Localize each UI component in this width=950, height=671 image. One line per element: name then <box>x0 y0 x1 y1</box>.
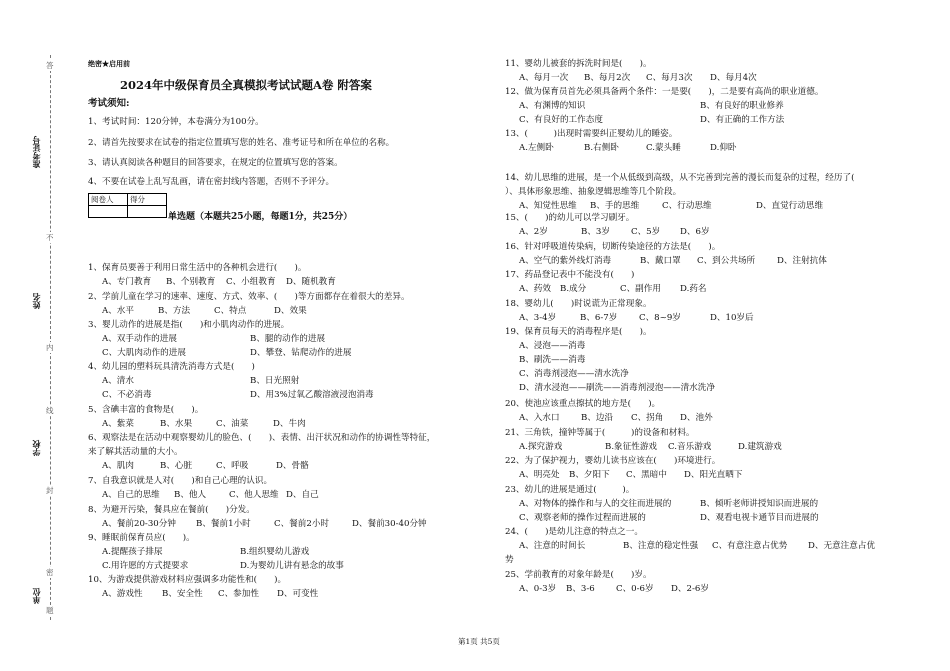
answer-option: A、餐前20-30分钟 <box>102 519 176 529</box>
answer-option: D、餐前30-40分钟 <box>352 519 427 529</box>
answer-option: C、呼吸 <box>216 461 249 471</box>
answer-option: B、手的思维 <box>590 201 640 211</box>
answer-option: D、攀登、钻爬动作的进展 <box>250 348 352 358</box>
answer-option: C、8~9岁 <box>639 313 681 323</box>
answer-option: D.为婴幼儿讲有悬念的故事 <box>240 561 344 571</box>
answer-option: C、拐角 <box>631 413 664 423</box>
question-text: 24、( )是幼儿注意的特点之一。 <box>505 527 643 537</box>
answer-option: B、安全性 <box>162 589 203 599</box>
margin-label-school: 学校 <box>31 440 41 456</box>
question-text: 2、学前儿童在学习的速率、速度、方式、效率、( )等方面都存在着很大的差异。 <box>88 292 410 302</box>
answer-option: C、有意注意占优势 <box>712 541 788 551</box>
answer-option: B、每月2次 <box>584 73 631 83</box>
answer-option: A、双手动作的进展 <box>102 334 177 344</box>
answer-option: D、清水浸泡——刷洗——消毒剂浸泡——清水洗净 <box>519 383 715 393</box>
answer-option: D.仰卧 <box>710 143 737 153</box>
question-text: 16、针对呼吸道传染病，切断传染途径的方法是( )。 <box>505 242 721 252</box>
answer-option: C、特点 <box>214 306 247 316</box>
answer-option: A、自己的思维 <box>102 490 160 500</box>
answer-option: C、有良好的工作态度 <box>519 115 603 125</box>
answer-option: D、池外 <box>680 413 713 423</box>
question-text: 3、婴儿动作的进展是指( )和小肌肉动作的进展。 <box>88 320 290 330</box>
answer-option: D、牛肉 <box>273 419 306 429</box>
question-text: 20、使池应该重点擦拭的地方是( )。 <box>505 399 661 409</box>
notice-item: 2、请首先按要求在试卷的指定位置填写您的姓名、准考证号和所在单位的名称。 <box>88 138 395 148</box>
answer-option: D、每月4次 <box>710 73 757 83</box>
seal-char: 封 <box>46 486 54 495</box>
answer-option: D、有正确的工作方法 <box>700 115 785 125</box>
seal-char: 密 <box>46 568 54 577</box>
answer-option: D、6岁 <box>680 227 710 237</box>
answer-option: D、无意注意占优 <box>808 541 876 551</box>
answer-option: A、3-4岁 <box>519 313 557 323</box>
answer-option: B、方法 <box>158 306 191 316</box>
seal-char: 不 <box>46 233 54 242</box>
answer-option: B、倾听老师讲授知识而进展的 <box>700 499 819 509</box>
answer-option: A.探究游戏 <box>519 442 563 452</box>
score-cell <box>128 206 167 218</box>
page-footer: 第1页 共5页 <box>458 637 500 646</box>
answer-option: B.象征性游戏 <box>605 442 658 452</box>
margin-label-name: 姓名 <box>31 293 41 309</box>
answer-option: C.蒙头睡 <box>646 143 681 153</box>
question-text: 18、婴幼儿( )时说谎为正常现象。 <box>505 299 652 309</box>
answer-option: D、观看电视卡通节目而进展的 <box>700 513 819 523</box>
margin-label-unit: 单位 <box>31 588 41 604</box>
answer-option: A、清水 <box>102 376 134 386</box>
answer-option: A、有渊博的知识 <box>519 101 586 111</box>
answer-option: A、肌肉 <box>102 461 134 471</box>
answer-option: B、餐前1小时 <box>196 519 251 529</box>
answer-option: C、每月3次 <box>646 73 693 83</box>
answer-option: C、小组教育 <box>226 277 276 287</box>
answer-option: D、随机教育 <box>286 277 336 287</box>
answer-option: A.左侧卧 <box>519 143 554 153</box>
answer-option: D、用3%过氧乙酸溶液浸泡消毒 <box>250 390 374 400</box>
answer-option: C.音乐游戏 <box>668 442 712 452</box>
answer-option: B、心脏 <box>160 461 193 471</box>
answer-option: C、消毒剂浸泡——清水洗净 <box>519 369 629 379</box>
question-text: 22、为了保护视力，婴幼儿读书应该在( )环境进行。 <box>505 456 721 466</box>
section-title: 单选题（本题共25小题，每题1分，共25分） <box>168 212 353 222</box>
answer-option: A、每月一次 <box>519 73 569 83</box>
answer-option: B、6-7岁 <box>580 313 618 323</box>
answer-option: C、0-6岁 <box>616 584 654 594</box>
question-text: 21、三角铁，撞钟等属于( )的设备和材料。 <box>505 428 695 438</box>
answer-option: A、药效 <box>519 284 551 294</box>
answer-option: D、直觉行动思维 <box>756 201 824 211</box>
answer-option: A、明亮处 <box>519 470 560 480</box>
seal-char: 题 <box>46 606 54 615</box>
answer-option: C、观察老师的操作过程而进展的 <box>519 513 646 523</box>
answer-option: C、行动思维 <box>662 201 712 211</box>
answer-option: A、紫菜 <box>102 419 134 429</box>
answer-option: D、阳光直晒下 <box>684 470 743 480</box>
answer-option: D、注射抗体 <box>777 256 827 266</box>
score-table <box>88 193 167 218</box>
answer-option: B、水果 <box>160 419 193 429</box>
answer-option: D、10岁后 <box>710 313 754 323</box>
question-text: 势 <box>505 555 514 565</box>
answer-option: A、入水口 <box>519 413 560 423</box>
answer-option: C、大肌肉动作的进展 <box>102 348 186 358</box>
answer-option: B、日光照射 <box>250 376 300 386</box>
answer-option: B、有良好的职业修养 <box>700 101 784 111</box>
answer-option: A、知觉性思维 <box>519 201 577 211</box>
question-text: 10、为游戏提供游戏材料应强调多功能性和( )。 <box>88 575 287 585</box>
answer-option: B.右侧卧 <box>584 143 619 153</box>
notice-heading: 考试须知: <box>88 98 130 109</box>
question-text: 5、含碘丰富的食物是( )。 <box>88 405 204 415</box>
seal-line <box>50 55 51 620</box>
answer-option: A、空气的紫外线灯消毒 <box>519 256 612 266</box>
answer-option: D.建筑游戏 <box>738 442 782 452</box>
answer-option: D.药名 <box>680 284 707 294</box>
answer-option: C、参加性 <box>218 589 259 599</box>
question-text: 15、( )的幼儿可以学习刷牙。 <box>505 213 635 223</box>
question-text: 13、( )出现时需要纠正婴幼儿的睡姿。 <box>505 129 678 139</box>
seal-char: 线 <box>46 406 54 415</box>
answer-option: A.提醒孩子排尿 <box>102 547 163 557</box>
answer-option: C.用许愿的方式提要求 <box>102 561 189 571</box>
answer-option: B、边沿 <box>581 413 614 423</box>
answer-option: B、3-6 <box>566 584 595 594</box>
answer-option: B、注意的稳定性强 <box>623 541 699 551</box>
answer-option: C、5岁 <box>631 227 661 237</box>
answer-option: D、效果 <box>274 306 307 316</box>
answer-option: B、戴口罩 <box>640 256 681 266</box>
margin-label-exam-id: 准考证号 <box>31 136 41 168</box>
answer-option: A、0-3岁 <box>519 584 557 594</box>
question-text: 12、做为保育员首先必须具备两个条件：一是要( )，二是要有高尚的职业道德。 <box>505 87 824 97</box>
notice-item: 3、请认真阅读各种题目的回答要求，在规定的位置填写您的答案。 <box>88 158 343 168</box>
answer-option: A、注意的时间长 <box>519 541 586 551</box>
answer-option: B.组织婴幼儿游戏 <box>240 547 310 557</box>
answer-option: C、不必消毒 <box>102 390 152 400</box>
answer-option: A、水平 <box>102 306 134 316</box>
answer-option: B.成分 <box>560 284 587 294</box>
question-text: 25、学前教育的对象年龄是( )岁。 <box>505 570 652 580</box>
score-cell <box>89 206 128 218</box>
answer-option: A、专门教育 <box>102 277 152 287</box>
answer-option: D、骨骼 <box>276 461 309 471</box>
answer-option: B、个别教育 <box>166 277 216 287</box>
answer-option: B、3岁 <box>581 227 610 237</box>
question-text: 6、观察法是在活动中观察婴幼儿的脸色、( )、表情、出汗状况和动作的协调性等特征， <box>88 433 436 443</box>
top-label: 绝密★启用前 <box>88 59 130 68</box>
answer-option: C、他人思维 <box>229 490 279 500</box>
question-text: 11、婴幼儿被套的拆洗时间是( )。 <box>505 59 652 69</box>
question-text: 来了解其活动量的大小。 <box>88 447 183 457</box>
question-text: 4、幼儿园的塑料玩具清洗消毒方式是( ) <box>88 362 255 372</box>
answer-option: D、2-6岁 <box>671 584 709 594</box>
answer-option: D、自己 <box>286 490 319 500</box>
question-text: 19、保育员每天的消毒程序是( )。 <box>505 327 652 337</box>
question-text: 14、幼儿思维的进展，是一个从低级到高级，从不完善到完善的漫长而复杂的过程，经历了( <box>505 173 872 183</box>
answer-option: A、2岁 <box>519 227 548 237</box>
answer-option: C、副作用 <box>620 284 661 294</box>
question-text: 17、药品登记表中不能没有( ) <box>505 270 635 280</box>
notice-item: 1、考试时间：120分钟，本卷满分为100分。 <box>88 117 264 127</box>
answer-option: C、黑暗中 <box>626 470 667 480</box>
score-table-score: 得分 <box>128 194 167 206</box>
answer-option: B、他人 <box>174 490 207 500</box>
answer-option: B、腿的动作的进展 <box>250 334 326 344</box>
answer-option: C、到公共场所 <box>697 256 756 266</box>
answer-option: C、餐前2小时 <box>274 519 330 529</box>
seal-char: 内 <box>46 343 54 352</box>
answer-option: A、对物体的操作和与人的交往而进展的 <box>519 499 672 509</box>
question-text: ）、具体形象思维、抽象逻辑思维等几个阶段。 <box>505 187 682 197</box>
score-table-reviewer: 阅卷人 <box>89 194 128 206</box>
answer-option: B、刷洗——消毒 <box>519 355 586 365</box>
answer-option: B、夕阳下 <box>569 470 610 480</box>
seal-char: 答 <box>46 61 54 70</box>
answer-option: A、游戏性 <box>102 589 143 599</box>
question-text: 1、保育员要善于利用日常生活中的各种机会进行( )。 <box>88 263 307 273</box>
answer-option: D、可变性 <box>277 589 319 599</box>
question-text: 7、自我意识就是人对( )和自己心理的认识。 <box>88 476 273 486</box>
question-text: 8、为避开污染，餐具应在餐前( )分发。 <box>88 505 255 515</box>
answer-option: A、浸泡——消毒 <box>519 341 586 351</box>
notice-item: 4、不要在试卷上乱写乱画，请在密封线内答题，否则不予评分。 <box>88 177 335 187</box>
page-title: 2024年中级保育员全真模拟考试试题A卷 附答案 <box>120 78 372 92</box>
answer-option: C、油菜 <box>216 419 249 429</box>
question-text: 23、幼儿的进展是通过( )。 <box>505 485 635 495</box>
question-text: 9、睡眠前保育员应( )。 <box>88 533 195 543</box>
